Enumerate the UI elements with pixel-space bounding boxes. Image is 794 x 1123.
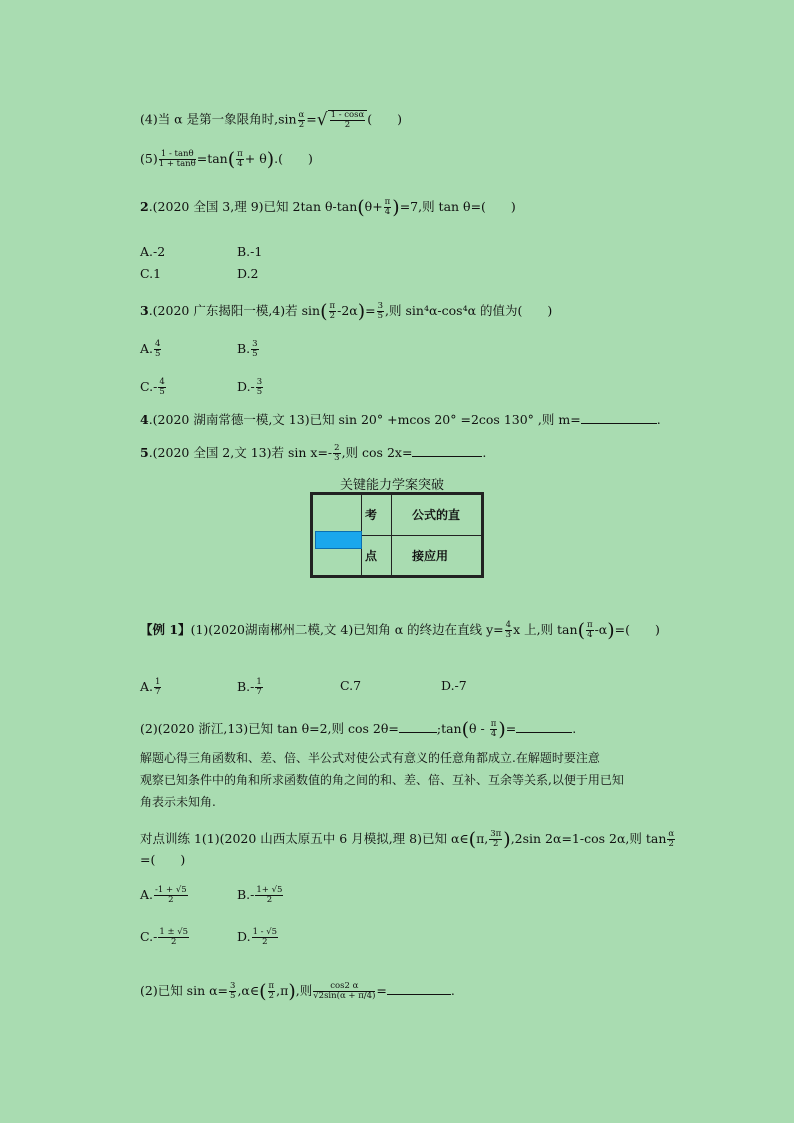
item-4	[140, 110, 402, 130]
item-4-text: (4)当 α 是第一象限角时,sin	[140, 111, 297, 127]
option-b	[237, 340, 260, 359]
inner-rest: + θ	[244, 151, 267, 166]
frac-bot: 2	[171, 937, 177, 947]
right-paren: )	[498, 718, 506, 741]
pi-over-4	[384, 198, 392, 217]
right-paren: )	[503, 828, 511, 851]
frac-bot: 4	[384, 207, 391, 217]
option-a	[140, 886, 189, 905]
frac-bot: 5	[155, 349, 161, 359]
inner-rest: ,π	[276, 983, 289, 998]
item-4-frac	[298, 111, 306, 130]
insight-line-1: 解题心得三角函数和、差、倍、半公式对使公式有意义的任意角都成立.在解题时要注意	[140, 751, 600, 765]
item-5	[140, 150, 313, 169]
option-d: D.2	[237, 266, 259, 281]
frac-bot: 2	[262, 937, 268, 947]
three-pi-over-2	[489, 830, 502, 849]
option-label: B.-	[237, 887, 255, 902]
expression-frac	[313, 982, 375, 1001]
pi-over-4	[236, 150, 244, 169]
frac-top: 3	[252, 339, 258, 349]
problem-tail: ,则 cos 2x=	[341, 445, 413, 460]
option-c	[140, 928, 190, 947]
frac-bot: 2	[329, 311, 335, 321]
frac-top: 1 ± √5	[159, 927, 189, 937]
frac-top: π	[237, 149, 243, 159]
frac-top: 1 - tanθ	[159, 150, 196, 160]
period: .	[482, 445, 487, 460]
left-paren: (	[259, 980, 267, 1003]
frac-top: 3π	[490, 829, 502, 839]
part2-in: ,α∈	[237, 983, 260, 998]
sqrt-sign: √	[316, 110, 328, 130]
inner-text: π,	[476, 831, 489, 846]
alpha-over-2	[667, 830, 675, 849]
value-frac	[377, 302, 384, 321]
left-paren: (	[577, 619, 585, 642]
col3-top: 公式的直	[392, 494, 483, 536]
value-frac	[333, 444, 340, 463]
option-a	[140, 678, 162, 697]
option-a: A.-2	[140, 244, 166, 259]
answer-paren: ( )	[367, 111, 403, 127]
left-paren: (	[357, 196, 365, 219]
problem-4	[140, 412, 661, 428]
option-a	[140, 340, 162, 359]
pi-over-4	[490, 720, 498, 739]
training-1-part-2	[140, 982, 455, 1001]
frac-top: 4	[505, 620, 512, 630]
period: .	[572, 721, 577, 736]
frac-top: 4	[159, 377, 165, 387]
problem-number: 2	[140, 199, 149, 214]
option-label: A.	[140, 887, 154, 902]
option-b	[237, 678, 264, 697]
problem-text: .(2020 广东揭阳一模,4)若 sin	[148, 303, 321, 318]
option-label: B.-	[237, 679, 255, 694]
inner-rest: -2α	[337, 303, 358, 318]
example-1-part-2	[140, 720, 576, 739]
option-d: D.-7	[441, 678, 467, 693]
answer-paren: .( )	[274, 151, 313, 166]
right-paren: )	[607, 619, 615, 642]
insight-line-2: 观察已知条件中的角和所求函数值的角之间的和、差、倍、互补、互余等关系,以便于用已知	[140, 773, 624, 787]
problem-text: .(2020 全国 3,理 9)已知 2tan θ-tan	[148, 199, 358, 214]
frac-top: 3	[230, 981, 236, 991]
period: .	[450, 983, 455, 998]
training-mid: ,2sin 2α=1-cos 2α,则 tan	[510, 831, 667, 846]
frac-top: π	[268, 981, 275, 991]
part2-then: ,则	[295, 983, 313, 998]
frac-bot: 1 + tanθ	[158, 159, 196, 169]
option-label: D.-	[237, 379, 255, 394]
equals: =	[365, 303, 376, 318]
item-5-label: (5)	[140, 151, 158, 166]
example-1	[140, 621, 660, 640]
frac-top: 1	[256, 677, 262, 687]
frac-bot: 5	[159, 387, 165, 397]
option-label: D.	[237, 929, 251, 944]
frac-top: α	[298, 109, 305, 120]
frac-bot: 2	[168, 895, 174, 905]
option-label: C.-	[140, 929, 158, 944]
problem-number: 3	[140, 303, 149, 318]
sqrt-body	[328, 110, 368, 130]
col2-bottom: 点	[362, 535, 392, 577]
option-d	[237, 378, 264, 397]
frac-top: 2	[334, 443, 340, 453]
equals: =	[376, 983, 387, 998]
example-mid: x 上,则 tan	[513, 622, 578, 637]
answer-blank[interactable]	[412, 445, 482, 457]
frac-bot: 4	[490, 729, 497, 739]
part2-text: (2)已知 sin α=	[140, 983, 229, 998]
frac-bot: 4	[237, 159, 243, 169]
pi-over-2	[329, 302, 337, 321]
frac-top: 3	[377, 301, 384, 311]
left-paren: (	[227, 148, 236, 171]
option-c	[140, 378, 167, 397]
frac-bot: 4	[587, 630, 593, 640]
frac-bot: √2sin(α + π/4)	[313, 991, 376, 1001]
training-text: 对点训练 1(1)(2020 山西太原五中 6 月模拟,理 8)已知 α∈	[140, 831, 469, 846]
insight-line-3: 角表示未知角.	[140, 795, 216, 809]
period: .	[656, 412, 661, 427]
option-label: A.	[140, 679, 154, 694]
left-paren: (	[320, 300, 328, 323]
equals: =	[306, 111, 317, 127]
right-paren: )	[288, 980, 296, 1003]
frac-bot: 5	[377, 311, 384, 321]
frac-top: π	[384, 197, 391, 207]
option-c: C.7	[340, 678, 362, 693]
answer-blank[interactable]	[581, 412, 657, 424]
frac-top: 1	[155, 677, 161, 687]
highlight-box	[315, 531, 362, 549]
frac-bot: 2	[266, 895, 273, 905]
training-1	[140, 830, 676, 849]
frac-bot: 2	[668, 839, 674, 849]
problem-number: 5	[140, 445, 149, 460]
problem-3	[140, 302, 552, 321]
problem-2	[140, 198, 516, 217]
frac-top: π	[586, 620, 593, 630]
frac-top: π	[329, 301, 336, 311]
frac-top: 3	[256, 377, 263, 387]
frac-top: cos2 α	[313, 982, 375, 992]
frac-bot: 5	[230, 991, 236, 1001]
option-c: C.1	[140, 266, 162, 281]
frac-top: α	[668, 829, 675, 839]
root-top: 1 - cosα	[330, 110, 365, 120]
option-label: A.	[140, 341, 154, 356]
problem-tail: ,则 sin⁴α-cos⁴α 的值为( )	[385, 303, 553, 318]
section-caption: 关键能力学案突破	[340, 478, 445, 493]
frac-top: π	[490, 719, 497, 729]
equals-tan: =tan	[196, 151, 228, 166]
option-b	[237, 886, 284, 905]
frac-bot: 3	[505, 630, 512, 640]
right-paren: )	[266, 148, 275, 171]
frac-bot: 5	[252, 349, 258, 359]
problem-5	[140, 444, 486, 463]
problem-text: .(2020 全国 2,文 13)若 sin x=-	[148, 445, 333, 460]
col3-bottom: 接应用	[392, 535, 483, 577]
frac-bot: 2	[298, 119, 305, 130]
option-label: C.-	[140, 379, 158, 394]
inner-rest: -α	[594, 622, 608, 637]
pi-over-4	[586, 621, 594, 640]
frac-top: 4	[155, 339, 161, 349]
example-tail: =( )	[614, 622, 660, 637]
value-frac	[229, 982, 236, 1001]
option-d	[237, 928, 279, 947]
inner-text: θ+	[364, 199, 383, 214]
frac-bot: 7	[155, 687, 161, 697]
right-paren: )	[357, 300, 366, 323]
frac-bot: 2	[268, 991, 275, 1001]
pi-over-2	[268, 982, 276, 1001]
frac-bot: 3	[334, 453, 340, 463]
item-5-frac	[159, 150, 196, 169]
frac-bot: 2	[493, 839, 499, 849]
frac-bot: 5	[256, 387, 263, 397]
problem-text: .(2020 湖南常德一模,文 13)已知 sin 20° +mcos 20° =2cos 130° ,则 m=	[148, 412, 581, 427]
part2-tan: ;tan	[436, 721, 462, 736]
option-b: B.-1	[237, 244, 263, 259]
problem-tail: =7,则 tan θ=( )	[399, 199, 516, 214]
training-1-line-2: =( )	[140, 852, 186, 867]
answer-blank[interactable]	[516, 721, 572, 733]
col2-top: 考	[362, 494, 392, 536]
left-paren: (	[461, 718, 470, 741]
root-bot: 2	[344, 120, 351, 130]
example-text: (1)(2020湖南郴州二模,文 4)已知角 α 的终边在直线 y=	[190, 622, 504, 637]
answer-blank[interactable]	[399, 721, 437, 733]
example-tag: 【例 1】	[140, 622, 191, 637]
slope-frac	[505, 621, 512, 640]
left-paren: (	[468, 828, 477, 851]
option-label: B.	[237, 341, 251, 356]
frac-top: -1 + √5	[155, 885, 187, 895]
frac-bot: 7	[256, 687, 262, 697]
equals: =	[505, 721, 517, 736]
part2-text: (2)(2020 浙江,13)已知 tan θ=2,则 cos 2θ=	[140, 721, 399, 736]
inner-text: θ -	[469, 721, 489, 736]
frac-top: 1 - √5	[252, 927, 278, 937]
frac-top: 1+ √5	[256, 885, 283, 895]
answer-blank[interactable]	[387, 983, 451, 995]
right-paren: )	[392, 196, 400, 219]
problem-number: 4	[140, 412, 149, 427]
